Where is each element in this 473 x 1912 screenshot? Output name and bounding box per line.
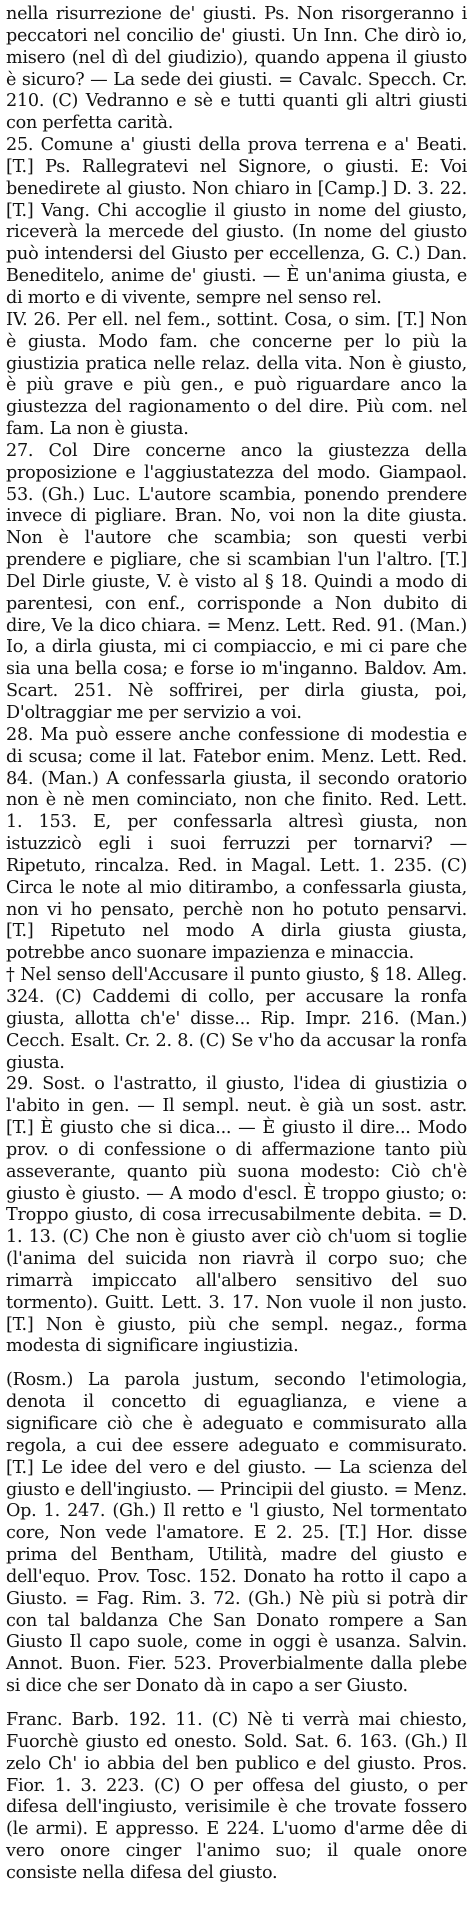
- text-paragraph-1: nella risurrezione de' giusti. Ps. Non risorgeranno i peccatori nel concilio de' giusti. Un Inn. Che dirò io, misero (nel dì del giudizio), quando appena il giusto è sicuro? — La sede dei giusti. = Cavalc. Specch. Cr. 210. (C) Vedranno e sè e tutti quanti gli altri giusti con perfetta carità.: [6, 4, 467, 134]
- text-paragraph-29: 29. Sost. o l'astratto, il giusto, l'idea di giustizia o l'abito in gen. — Il sempl. neut. è già un sost. astr. [T.] È giusto che si dica... — È giusto il dire... Modo prov. o di confessione o di affermazione tanto più asseverante, quanto più suona modesto: Ciò ch'è giusto è giusto. — A modo d'escl. È troppo giusto; o: Troppo giusto, di cosa irrecusabilmente debita. = D. 1. 13. (C) Che non è giusto aver ciò ch'uom si toglie (l'anima del suicida non riavrà il corpo suo; che rimarrà impiccato all'albero sensitivo del suo tormento). Guitt. Lett. 3. 17. Non vuole il non justo. [T.] Non è giusto, più che sempl. negaz., forma modesta di significare ingiustizia.: [6, 1074, 467, 1357]
- text-paragraph-27: 27. Col Dire concerne anco la giustezza della proposizione e l'aggiustatezza del modo. Giampaol. 53. (Gh.) Luc. L'autore scambia, ponendo prendere invece di pigliare. Bran. No, voi non la dite giusta. Non è l'autore che scambia; son questi verbi prendere e pigliare, che si scambian l'un l'altro. [T.] Del Dirle giuste, V. è visto al § 18. Quindi a modo di parentesi, con enf., corrisponde a Non dubito di dire, Ve la dico chiara. = Menz. Lett. Red. 91. (Man.) Io, a dirla giusta, mi ci compiaccio, e mi ci pare che sia una bella cosa; e forse io m'inganno. Baldov. Am. Scart. 251. Nè soffrirei, per dirla giusta, poi, D'oltraggiar me per servizio a voi.: [6, 440, 467, 723]
- text-paragraph-rosm: (Rosm.) La parola justum, secondo l'etimologia, denota il concetto di eguaglianza, e viene a significare ciò che è adeguato e commisurato alla regola, a cui dee essere adeguato e commisurato. [T.] Le idee del vero e del giusto. — La scienza del giusto e dell'ingiusto. — Principii del giusto. = Menz. Op. 1. 247. (Gh.) Il retto e 'l giusto, Nel tormentato core, Non vede l'amatore. E 2. 25. [T.] Hor. disse prima del Bentham, Utilità, madre del giusto e dell'equo. Prov. Tosc. 152. Donato ha rotto il capo a Giusto. = Fag. Rim. 3. 72. (Gh.) Nè più si potrà dir con tal baldanza Che San Donato rompere a San Giusto Il capo suole, come in oggi è usanza. Salvin. Annot. Buon. Fier. 523. Proverbialmente dalla plebe si dice che ser Donato dà in capo a ser Giusto.: [6, 1370, 467, 1697]
- text-paragraph-25: 25. Comune a' giusti della prova terrena e a' Beati. [T.] Ps. Rallegratevi nel Signore, o giusti. E: Voi benedirete al giusto. Non chiaro in [Camp.] D. 3. 22. [T.] Vang. Chi accoglie il giusto in nome del giusto, riceverà la mercede del giusto. (In nome del giusto può intendersi del Giusto per eccellenza, G. C.) Dan. Beneditelo, anime de' giusti. — È un'anima giusta, e di morto e di vivente, sempre nel senso rel.: [6, 135, 467, 308]
- text-paragraph-franc-barb: Franc. Barb. 192. 11. (C) Nè ti verrà mai chiesto, Fuorchè giusto ed onesto. Sold. Sat. 6. 163. (Gh.) Il zelo Ch' io abbia del ben publico e del giusto. Pros. Fior. 1. 3. 223. (C) O per offesa del giusto, o per difesa dell'ingiusto, verisimile è che trovate fossero (le armi). E appresso. E 224. L'uomo d'arme dêe di vero onore cinger l'animo suo; il quale onore consiste nella difesa del giusto.: [6, 1709, 467, 1883]
- text-paragraph-dagger: † Nel senso dell'Accusare il punto giusto, § 18. Alleg. 324. (C) Caddemi di collo, per accusare la ronfa giusta, allotta ch'e' disse... Rip. Impr. 216. (Man.) Cecch. Esalt. Cr. 2. 8. (C) Se v'ho da accusar la ronfa giusta.: [6, 965, 467, 1073]
- text-paragraph-26: IV. 26. Per ell. nel fem., sottint. Cosa, o sim. [T.] Non è giusta. Modo fam. che concerne per lo più la giustizia pratica nelle relaz. della vita. Non è giusto, è più grave e più gen., e può riguardare anco la giustezza del ragionamento o del dire. Più com. nel fam. La non è giusta.: [6, 309, 467, 440]
- text-paragraph-28: 28. Ma può essere anche confessione di modestia e di scusa; come il lat. Fatebor enim. Menz. Lett. Red. 84. (Man.) A confessarla giusta, il secondo oratorio non è nè men cominciato, non che finito. Red. Lett. 1. 153. E, per confessarla altresì giusta, non istuzzicò egli i suoi ferruzzi per tornarvi? — Ripetuto, rincalza. Red. in Magal. Lett. 1. 235. (C) Circa le note al mio ditirambo, a confessarla giusta, non vi ho pensato, perchè non ho potuto pensarvi. [T.] Ripetuto nel modo A dirla giusta giusta, potrebbe anco suonare impazienza e minaccia.: [6, 724, 467, 964]
